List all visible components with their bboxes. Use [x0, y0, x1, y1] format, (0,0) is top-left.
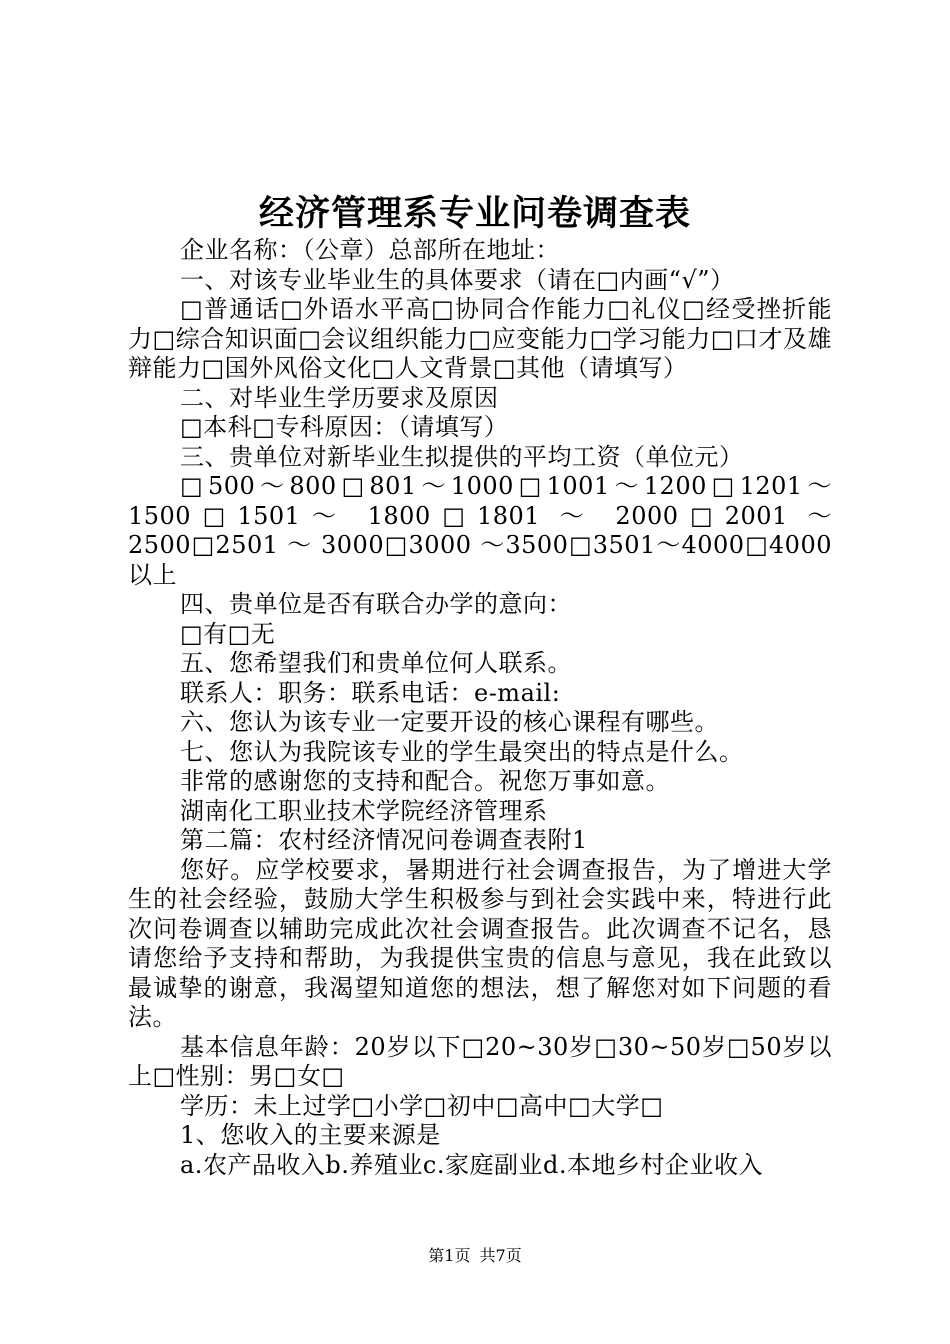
paragraph: 联系人：职务：联系电话：e-mail:: [180, 678, 561, 707]
paragraph: □有□无: [180, 619, 276, 648]
paragraph: 四、贵单位是否有联合办学的意向：: [180, 590, 572, 618]
paragraph: 二、对毕业生学历要求及原因: [180, 383, 499, 412]
paragraph: 一、对该专业毕业生的具体要求（请在□内画“√”）: [180, 265, 735, 294]
document-title: 经济管理系专业问卷调查表: [258, 193, 691, 234]
paragraph: 三、贵单位对新毕业生拟提供的平均工资（单位元）: [180, 442, 744, 471]
paragraph: 您好。应学校要求，暑期进行社会调查报告，为了增进大学生的社会经验，鼓励大学生积极参与到社会实践中来，特进行此次问卷调查以辅助完成此次社会调查报告。此次调查不记名，恳请您给予支持和帮助，为我提供宝贵的信息与意见，我在此致以最诚挚的谢意，我渴望知道您的想法，想了解您对如下问题的看法。: [128, 855, 832, 1031]
page-footer: [0, 1243, 950, 1266]
paragraph: □500～800□801～1000□1001～1200□1201～1500□1501～ 1800□1801 ～ 2000□2001 ～ 2500□2501 ～ 3000□3000 ～3500□3501～4000□4000 以上: [128, 472, 832, 589]
paragraph: 1、您收入的主要来源是: [180, 1121, 441, 1149]
paragraph: 基本信息年龄：20岁以下□20~30岁□30~50岁□50岁以上□性别：男□女□: [128, 1032, 832, 1090]
page-number: 第1页: [428, 1246, 471, 1265]
paragraph: a.农产品收入b.养殖业c.家庭副业d.本地乡村企业收入: [180, 1150, 763, 1179]
paragraph: 非常的感谢您的支持和配合。祝您万事如意。: [180, 767, 670, 795]
page-total: 共7页: [479, 1246, 522, 1265]
paragraph: 湖南化工职业技术学院经济管理系: [180, 796, 548, 825]
paragraph: 六、您认为该专业一定要开设的核心课程有哪些。: [180, 708, 719, 736]
paragraph: 第二篇：农村经济情况问卷调查表附1: [180, 826, 588, 854]
paragraph: 企业名称：（公章）总部所在地址：: [180, 236, 560, 264]
paragraph: 五、您希望我们和贵单位何人联系。: [180, 649, 572, 677]
paragraph: □普通话□外语水平高□协同合作能力□礼仪□经受挫折能力□综合知识面□会议组织能力□应变能力□学习能力□口才及雄辩能力□国外风俗文化□人文背景□其他（请填写）: [128, 295, 832, 382]
document-body: [128, 236, 832, 1180]
paragraph: 七、您认为我院该专业的学生最突出的特点是什么。: [180, 737, 744, 766]
paragraph: 学历：未上过学□小学□初中□高中□大学□: [180, 1091, 664, 1120]
paragraph: □本科□专科原因：（请填写）: [180, 413, 509, 441]
